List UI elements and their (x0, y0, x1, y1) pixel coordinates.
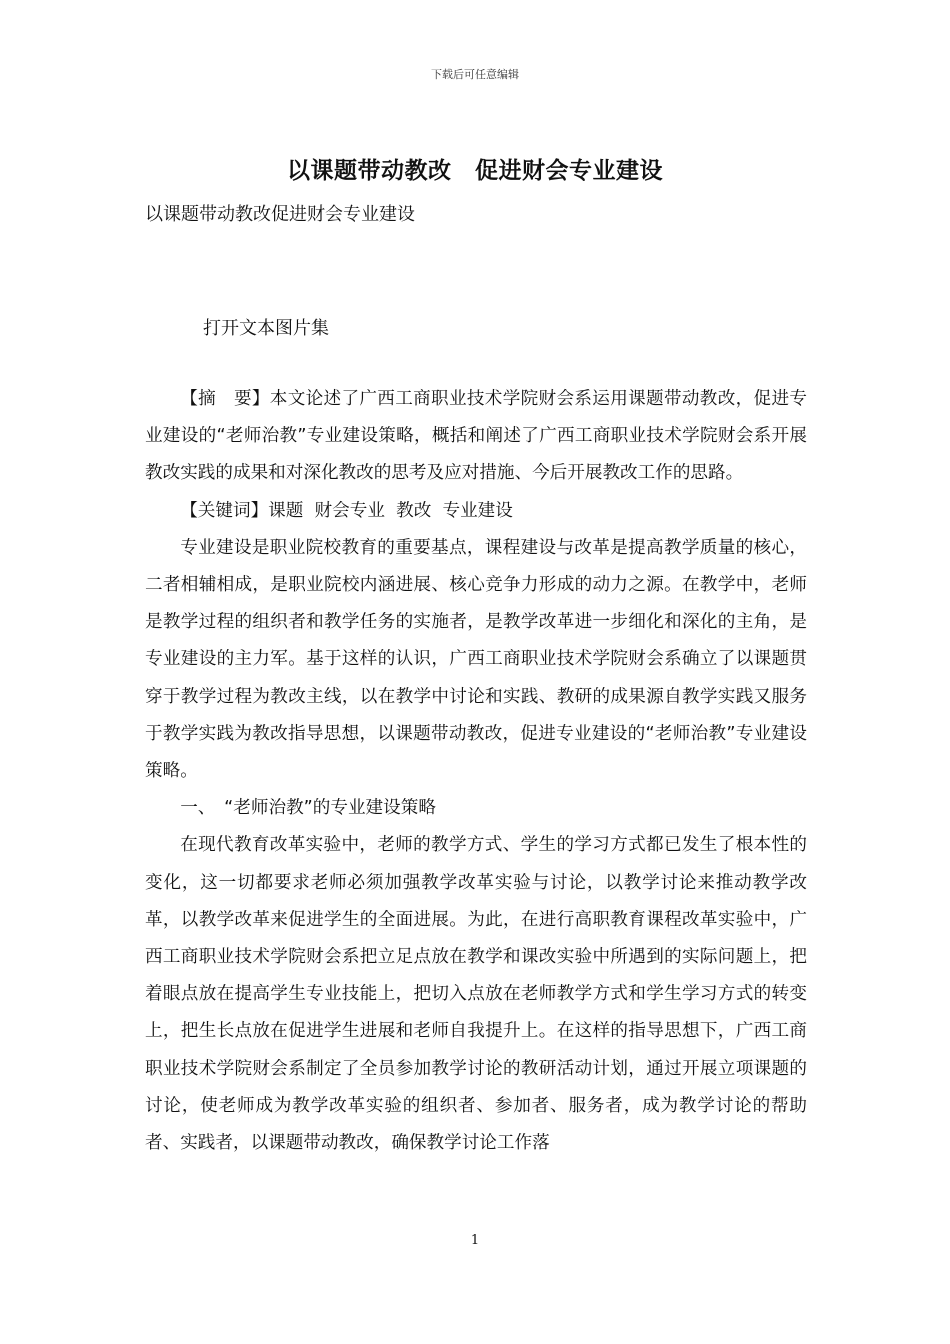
abstract-text: 本文论述了广西工商职业技术学院财会系运用课题带动教改，促进专业建设的“老师治教”专业建设策略，概括和阐述了广西工商职业技术学院财会系开展教改实践的成果和对深化教改的思考及应对措施、今后开展教改工作的思路。 (145, 389, 807, 484)
body-paragraph: 专业建设是职业院校教育的重要基点，课程建设与改革是提高教学质量的核心，二者相辅相成，是职业院校内涵进展、核心竞争力形成的动力之源。在教学中，老师是教学过程的组织者和教学任务的实施者，是教学改革进一步细化和深化的主角，是专业建设的主力军。基于这样的认识，广西工商职业技术学院财会系确立了以课题贯穿于教学过程为教改主线，以在教学中讨论和实践、教研的成果源自教学实践又服务于教学实践为教改指导思想，以课题带动教改，促进专业建设的“老师治教”专业建设策略。 (145, 537, 807, 782)
abstract-label: 【摘 要】 (180, 389, 270, 409)
keywords-label: 【关键词】 (180, 500, 269, 521)
keywords-text: 课题 财会专业 教改 专业建设 (268, 500, 513, 521)
document-title: 以课题带动教改 促进财会专业建设 (287, 157, 663, 184)
open-image-set-link[interactable]: 打开文本图片集 (203, 318, 329, 339)
section-heading: 一、 “老师治教”的专业建设策略 (180, 798, 436, 819)
document-subtitle: 以课题带动教改促进财会专业建设 (145, 204, 415, 225)
download-editable-note: 下载后可任意编辑 (431, 68, 519, 81)
body-paragraph: 在现代教育改革实验中，老师的教学方式、学生的学习方式都已发生了根本性的变化，这一切都要求老师必须加强教学改革实验与讨论，以教学讨论来推动教学改革，以教学改革来促进学生的全面进展。为此，在进行高职教育课程改革实验中，广西工商职业技术学院财会系把立足点放在教学和课改实验中所遇到的实际问题上，把着眼点放在提高学生专业技能上，把切入点放在老师教学方式和学生学习方式的转变上，把生长点放在促进学生进展和老师自我提升上。在这样的指导思想下，广西工商职业技术学院财会系制定了全员参加教学讨论的教研活动计划，通过开展立项课题的讨论，使老师成为教学改革实验的组织者、参加者、服务者，成为教学讨论的帮助者、实践者，以课题带动教改，确保教学讨论工作落 (145, 835, 807, 1154)
keywords-paragraph (145, 493, 807, 530)
abstract-paragraph (145, 381, 807, 493)
document-body (145, 381, 807, 1162)
page-number: 1 (470, 1233, 480, 1248)
